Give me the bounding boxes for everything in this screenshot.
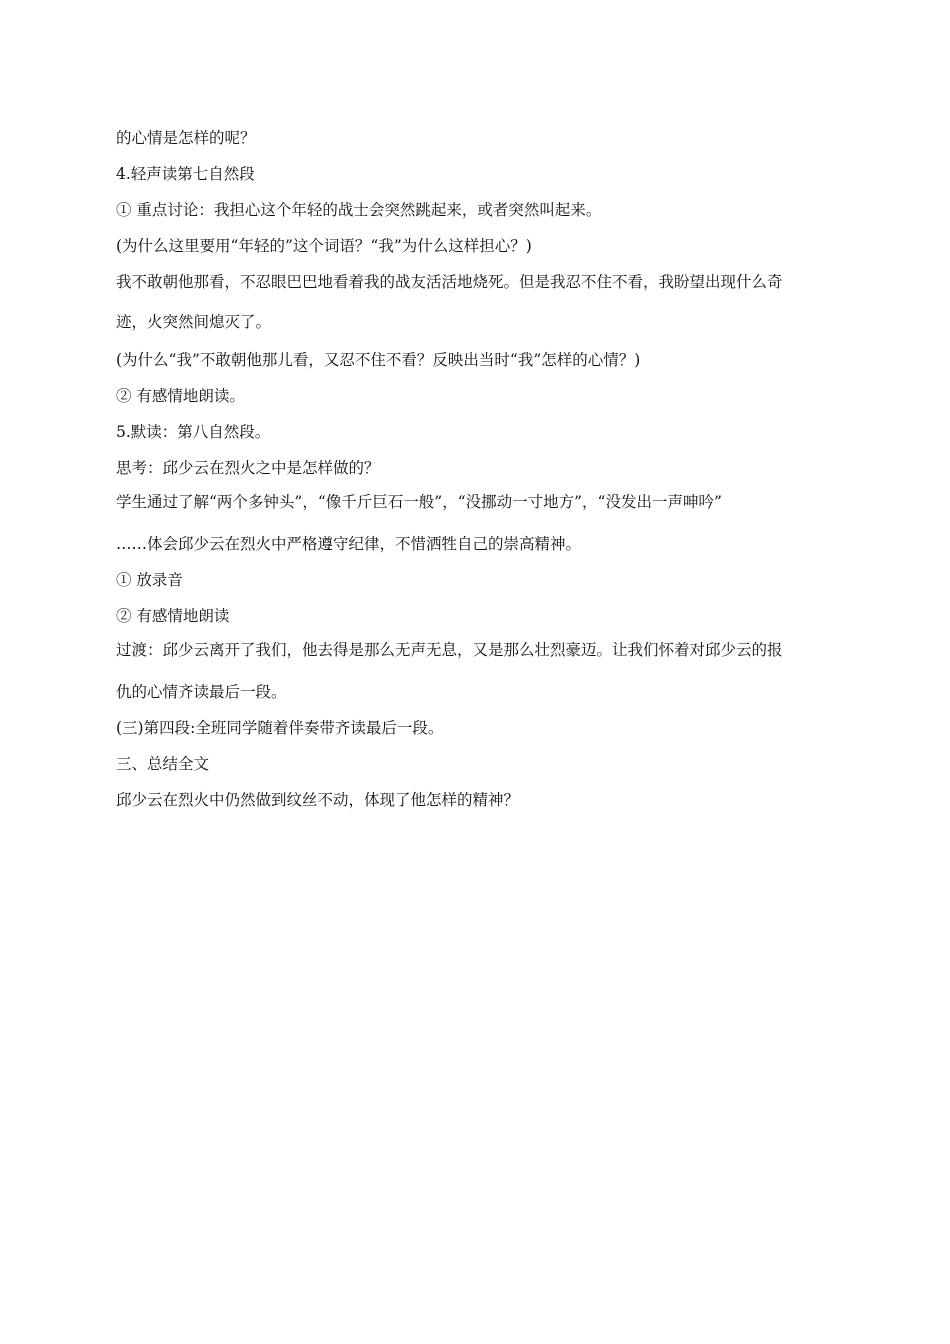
text-line: 的心情是怎样的呢？ [116, 129, 256, 147]
text-line: ② 有感情地朗读 [116, 607, 230, 625]
text-line: 我不敢朝他那看，不忍眼巴巴地看着我的战友活活地烧死。但是我忍不住不看，我盼望出现什么奇 [116, 273, 783, 291]
text-line: 4.轻声读第七自然段 [116, 165, 255, 183]
text-line: ② 有感情地朗读。 [116, 387, 245, 405]
text-line: 迹，火突然间熄灭了。 [116, 313, 272, 331]
text-line: (为什么这里要用“年轻的”这个词语？“我”为什么这样担心？) [116, 237, 532, 255]
section-heading: 三、总结全文 [116, 755, 210, 773]
text-line: (三)第四段:全班同学随着伴奏带齐读最后一段。 [116, 719, 444, 737]
text-line: 思考：邱少云在烈火之中是怎样做的？ [116, 459, 380, 477]
text-line: ① 放录音 [116, 571, 183, 589]
text-line: 学生通过了解“两个多钟头”，“像千斤巨石一般”，“没挪动一寸地方”，“没发出一声呻吟” [116, 493, 722, 511]
text-line: 5.默读：第八自然段。 [116, 423, 271, 441]
text-line: (为什么“我”不敢朝他那儿看，又忍不住不看？反映出当时“我”怎样的心情？) [116, 351, 641, 369]
text-line: 过渡：邱少云离开了我们，他去得是那么无声无息，又是那么壮烈豪迈。让我们怀着对邱少云的报 [116, 641, 783, 659]
text-line: ……体会邱少云在烈火中严格遵守纪律，不惜洒牲自己的崇高精神。 [116, 535, 582, 553]
text-line: ① 重点讨论：我担心这个年轻的战士会突然跳起来，或者突然叫起来。 [116, 201, 602, 219]
text-line: 邱少云在烈火中仍然做到纹丝不动，体现了他怎样的精神？ [116, 791, 520, 809]
text-line: 仇的心情齐读最后一段。 [116, 683, 287, 701]
